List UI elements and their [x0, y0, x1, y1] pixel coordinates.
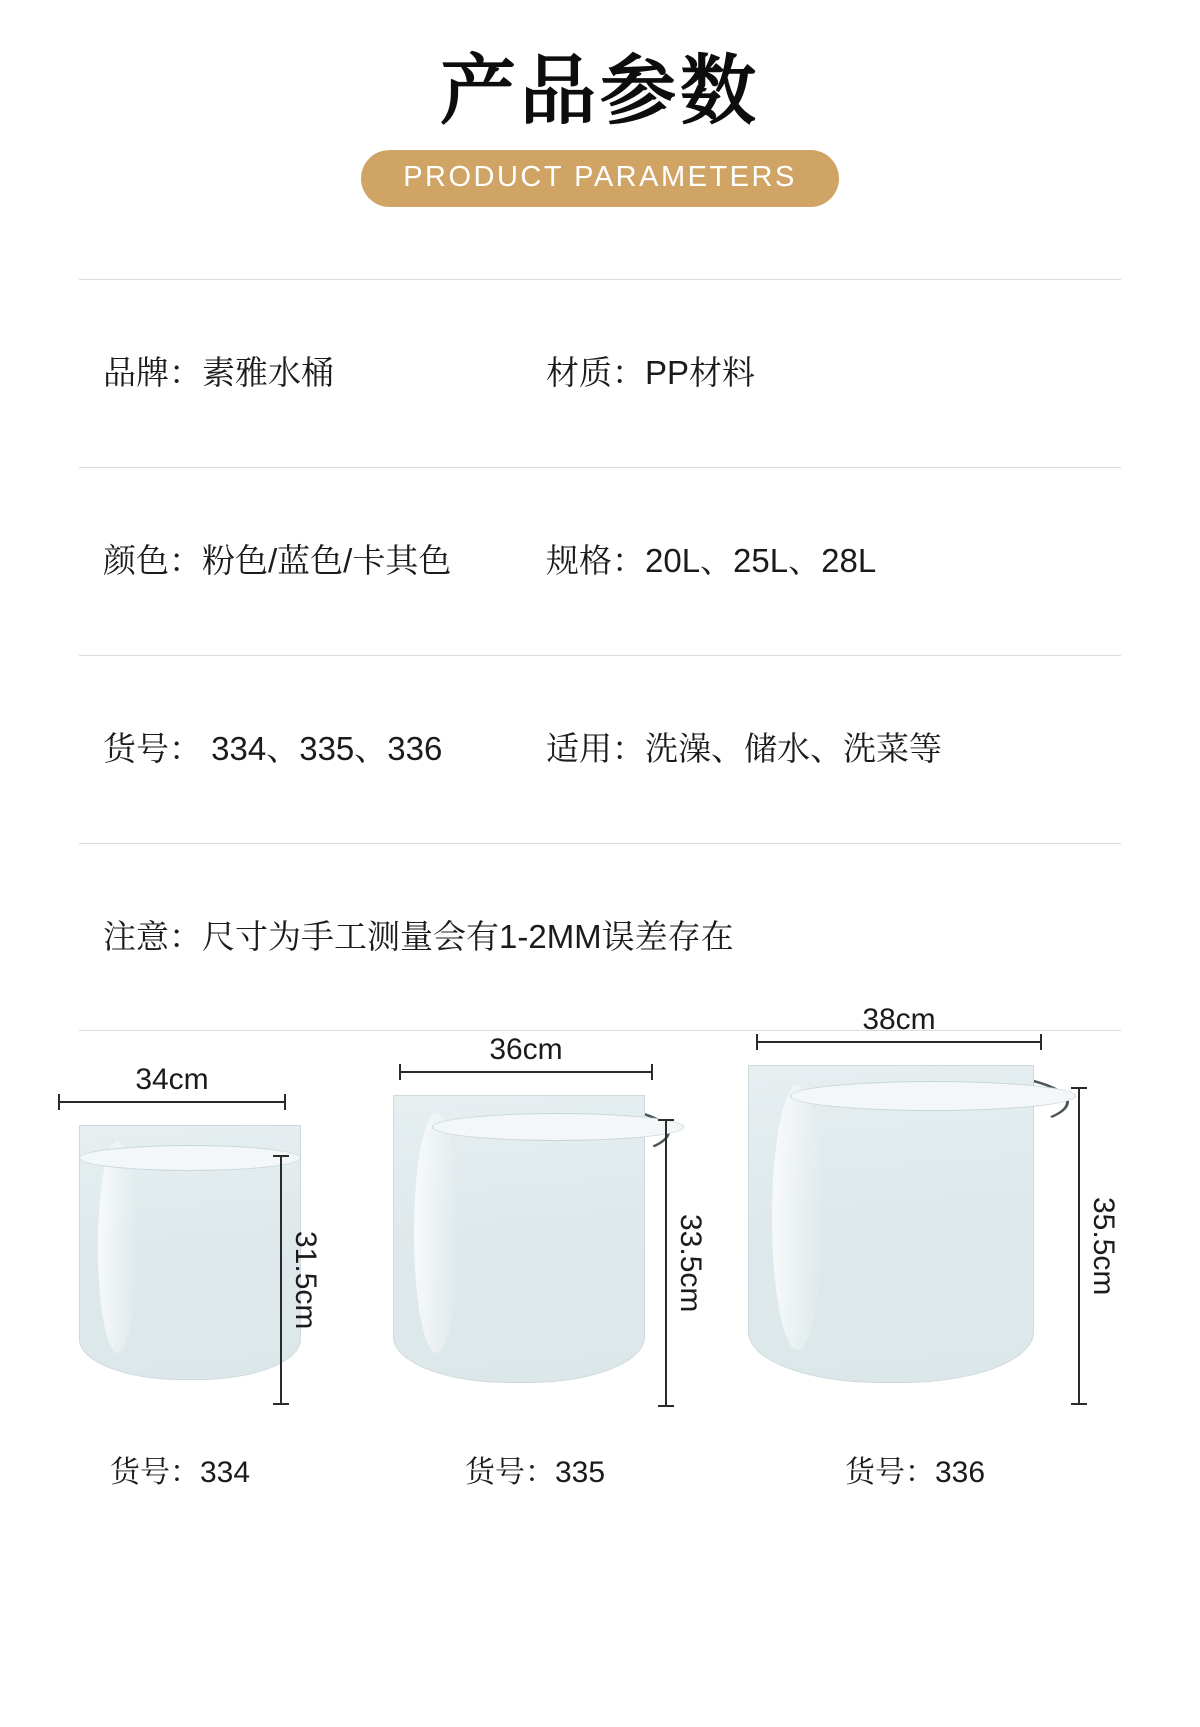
height-bar-335	[665, 1119, 667, 1407]
width-bar-334	[58, 1101, 286, 1103]
subtitle-badge-wrap	[0, 150, 1200, 207]
bucket-size-diagram	[0, 1002, 1200, 1491]
bucket-335	[385, 1032, 715, 1491]
width-dimension-335	[399, 1033, 653, 1073]
height-bar-336	[1078, 1087, 1080, 1405]
bucket-figure-335	[385, 1032, 715, 1425]
height-dimension-334	[280, 1155, 322, 1405]
spec-brand: 品牌：素雅水桶	[103, 354, 334, 392]
subtitle-badge: PRODUCT PARAMETERS	[361, 150, 839, 207]
width-label-336: 38cm	[862, 1002, 936, 1036]
rim-336	[790, 1081, 1076, 1111]
table-row	[79, 655, 1121, 843]
rim-334	[79, 1145, 301, 1171]
spec-color: 颜色：粉色/蓝色/卡其色	[103, 542, 452, 580]
page-header	[0, 0, 1200, 207]
bucket-figure-334	[40, 1062, 340, 1425]
height-dimension-335	[665, 1119, 707, 1407]
width-label-334: 34cm	[135, 1062, 209, 1096]
caption-336: 货号：336	[844, 1455, 986, 1489]
height-bar-334	[280, 1155, 282, 1405]
width-bar-335	[399, 1071, 653, 1073]
page-title: 产品参数	[440, 49, 760, 134]
rim-335	[432, 1113, 684, 1141]
width-label-335: 36cm	[489, 1032, 563, 1066]
height-label-336: 35.5cm	[1087, 1196, 1120, 1295]
width-dimension-336	[756, 1003, 1042, 1043]
spec-capacity: 规格：20L、25L、28L	[546, 542, 877, 580]
spec-table	[79, 279, 1121, 1031]
bucket-336	[740, 1002, 1120, 1491]
height-dimension-336	[1078, 1087, 1120, 1405]
spec-material: 材质：PP材料	[546, 354, 756, 392]
caption-334: 货号：334	[109, 1455, 251, 1489]
width-bar-336	[756, 1041, 1042, 1043]
caption-335: 货号：335	[464, 1455, 606, 1489]
spec-usage: 适用：洗澡、储水、洗菜等	[546, 730, 942, 768]
height-label-334: 31.5cm	[289, 1230, 322, 1329]
spec-note: 注意：尺寸为手工测量会有1-2MM误差存在	[103, 917, 734, 955]
table-row	[79, 467, 1121, 655]
width-dimension-334	[58, 1063, 286, 1103]
bucket-334	[40, 1062, 340, 1491]
table-row	[79, 279, 1121, 467]
bucket-body-336	[748, 1065, 1034, 1383]
height-label-335: 33.5cm	[674, 1213, 707, 1312]
spec-item-number: 货号： 334、335、336	[103, 730, 443, 768]
bucket-figure-336	[740, 1002, 1120, 1425]
